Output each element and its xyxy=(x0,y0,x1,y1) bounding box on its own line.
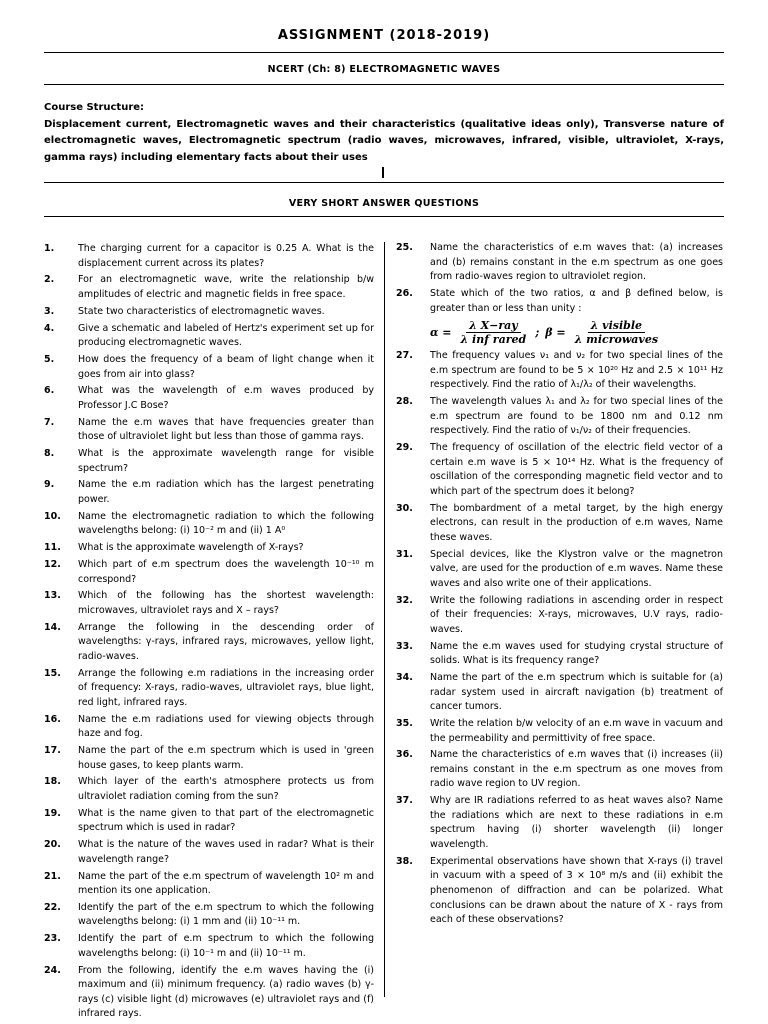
question-number: 31. xyxy=(396,548,413,560)
question-item xyxy=(44,807,374,836)
course-structure-heading: Course Structure: xyxy=(44,102,145,113)
beta-numerator: λ visible xyxy=(588,319,645,333)
question-item xyxy=(396,502,723,546)
divider-course xyxy=(44,182,724,183)
divider-chapter xyxy=(44,84,724,85)
question-text: Write the following radiations in ascending order in respect of their frequencies: X-rays, microwaves, U.V rays, radio-waves. xyxy=(430,594,723,635)
question-number: 23. xyxy=(44,933,61,945)
question-text: State two characteristics of electromagnetic waves. xyxy=(78,305,325,317)
question-item xyxy=(44,901,374,930)
question-number: 24. xyxy=(44,964,61,976)
question-item xyxy=(44,478,374,507)
question-number: 5. xyxy=(44,353,55,365)
question-text: State which of the two ratios, α and β defined below, is greater than or less than unity : xyxy=(430,287,723,314)
question-text: Name the e.m radiations used for viewing objects through haze and fog. xyxy=(78,713,374,740)
question-number: 12. xyxy=(44,558,61,570)
question-text: Name the characteristics of e.m waves that: (a) increases and (b) remains constant in the e.m spectrum as one goes from radio-waves region to ultraviolet region. xyxy=(430,242,723,283)
question-text: What was the wavelength of e.m waves produced by Professor J.C Bose? xyxy=(78,385,374,411)
question-number: 25. xyxy=(396,242,413,253)
question-number: 26. xyxy=(396,287,413,299)
question-number: 17. xyxy=(44,745,61,756)
question-item xyxy=(44,621,374,665)
question-text: What is the approximate wavelength range for visible spectrum? xyxy=(78,448,374,474)
question-number: 18. xyxy=(44,776,61,788)
question-item xyxy=(396,671,723,715)
question-text: What is the name given to that part of the electromagnetic spectrum which is used in radar? xyxy=(78,807,374,834)
question-text: The bombardment of a metal target, by the high energy electrons, can result in the production of e.m waves, Name these waves. xyxy=(430,502,723,543)
question-text: Name the part of the e.m spectrum which is used in 'green house gases, to keep plants warm. xyxy=(78,745,374,771)
question-item xyxy=(44,416,374,445)
question-number: 11. xyxy=(44,542,61,554)
question-item xyxy=(44,870,374,899)
question-text: Arrange the following e.m radiations in the increasing order of frequency: X-rays, radio-waves, ultraviolet rays, blue light, red light, infrared rays. xyxy=(78,667,374,708)
question-text: Name the part of the e.m spectrum which is suitable for (a) radar system used in aircraft navigation (b) treatment of cancer tumors. xyxy=(430,671,723,713)
question-text: Name the e.m waves used for studying crystal structure of solids. What is its frequency range? xyxy=(430,640,723,667)
divider-top xyxy=(44,52,724,53)
question-number: 34. xyxy=(396,671,413,683)
question-text: Why are IR radiations referred to as heat waves also? Name the radiations which are next to these radiations in e.m spectrum having (i) shorter wavelength (ii) longer wavelength. xyxy=(430,795,723,851)
question-number: 14. xyxy=(44,621,61,633)
question-text: Name the e.m radiation which has the largest penetrating power. xyxy=(78,479,374,505)
question-text: What is the approximate wavelength of X-rays? xyxy=(78,542,304,554)
question-number: 36. xyxy=(396,749,413,761)
question-item xyxy=(396,594,723,638)
question-text: For an electromagnetic wave, write the relationship b/w amplitudes of electric and magnetic fields in free space. xyxy=(78,274,374,300)
course-structure-text: Displacement current, Electromagnetic waves and their characteristics (qualitative ideas only), Transverse nature of electromagnetic waves, Electromagnetic spectrum (radio waves, microwaves, infrared, visible, ultraviolet, X-rays, gamma rays) including elementary facts about their uses xyxy=(44,118,724,163)
alpha-symbol: α = xyxy=(430,326,452,340)
question-item xyxy=(44,838,374,867)
question-text: Which of the following has the shortest wavelength: microwaves, ultraviolet rays and X – rays? xyxy=(78,590,374,616)
question-text: Name the e.m waves that have frequencies greater than those of ultraviolet light but less than those of gamma rays. xyxy=(78,416,374,443)
question-item xyxy=(44,384,374,413)
question-text: The wavelength values λ₁ and λ₂ for two special lines of the e.m spectrum are found to be 1800 nm and 0.12 nm respectively. Find the ratio of ν₁/ν₂ of their frequencies. xyxy=(430,396,723,437)
question-item xyxy=(396,395,723,439)
question-text: Experimental observations have shown that X-rays (i) travel in vacuum with a speed of 3 × 10⁸ m/s and (ii) exhibit the phenomenon of diffraction and can be polarized. What conclusions can be drawn about the nature of X - rays from each of these observations? xyxy=(430,855,723,926)
question-text: Which part of e.m spectrum does the wavelength 10⁻¹⁰ m correspond? xyxy=(78,558,374,585)
question-number: 4. xyxy=(44,322,55,334)
question-item xyxy=(44,932,374,961)
question-number: 28. xyxy=(396,396,413,408)
question-text: Identify the part of the e.m spectrum to which the following wavelengths belong: (i) 1 mm and (ii) 10⁻¹¹ m. xyxy=(78,901,374,928)
question-text: How does the frequency of a beam of light change when it goes from air into glass? xyxy=(78,353,374,380)
question-text: Special devices, like the Klystron valve or the magnetron valve, are used for the production of e.m waves. Name these waves and also write one of their applications. xyxy=(430,548,723,589)
question-item xyxy=(396,241,723,285)
question-text: What is the nature of the waves used in radar? What is their wavelength range? xyxy=(78,839,374,865)
question-number: 32. xyxy=(396,594,413,606)
question-item xyxy=(396,855,723,928)
question-item xyxy=(44,273,374,302)
alpha-denominator: λ inf rared xyxy=(460,333,527,347)
question-item xyxy=(44,447,374,476)
question-item xyxy=(44,744,374,773)
question-text: The frequency of oscillation of the electric field vector of a certain e.m wave is 5 × 10¹⁴ Hz. What is the frequency of oscillation of the corresponding magnetic field vector and to which part of the spectrum does it belong? xyxy=(430,442,723,497)
question-number: 16. xyxy=(44,713,61,725)
question-item xyxy=(44,589,374,618)
question-item xyxy=(396,748,723,792)
course-structure xyxy=(44,100,724,166)
question-item xyxy=(396,794,723,852)
question-item xyxy=(44,964,374,1022)
question-item xyxy=(44,242,374,271)
ratio-formula xyxy=(430,319,723,346)
question-item xyxy=(44,775,374,804)
question-text: The frequency values ν₁ and ν₂ for two special lines of the e.m spectrum are found to be 5 × 10²⁰ Hz and 2.5 × 10¹¹ Hz respectively. Find the ratio of λ₁/λ₂ of their wavelengths. xyxy=(430,350,723,391)
formula-separator: ; xyxy=(535,326,540,340)
question-text: Write the relation b/w velocity of an e.m wave in vacuum and the permeability and permittivity of free space. xyxy=(430,717,723,744)
question-number: 30. xyxy=(396,502,413,514)
beta-fraction xyxy=(572,319,661,346)
question-number: 3. xyxy=(44,305,55,317)
question-text: The charging current for a capacitor is 0.25 A. What is the displacement current across its plates? xyxy=(78,243,374,269)
question-text: Which layer of the earth's atmosphere protects us from ultraviolet radiation coming from the sun? xyxy=(78,776,374,802)
text-cursor xyxy=(382,167,384,178)
question-number: 7. xyxy=(44,416,55,428)
page-title: ASSIGNMENT (2018-2019) xyxy=(277,28,491,43)
question-item xyxy=(396,287,723,316)
question-text: Name the electromagnetic radiation to which the following wavelengths belong: (i) 10⁻² m and (ii) 1 A⁰ xyxy=(78,510,374,537)
question-number: 33. xyxy=(396,640,413,652)
question-item xyxy=(396,717,723,746)
question-text: Arrange the following in the descending order of wavelengths: γ-rays, infrared rays, microwaves, yellow light, radio-waves. xyxy=(78,621,374,662)
question-text: Identify the part of e.m spectrum to which the following wavelengths belong: (i) 10⁻¹ m and (ii) 10⁻¹¹ m. xyxy=(78,933,374,959)
question-item xyxy=(396,441,723,499)
question-text: Give a schematic and labeled of Hertz's experiment set up for producing electromagnetic waves. xyxy=(78,322,374,349)
question-number: 38. xyxy=(396,855,413,867)
question-item xyxy=(44,353,374,382)
question-text: Name the characteristics of e.m waves that (i) increases (ii) remains constant in the e.m spectrum as one moves from radio wave region to UV region. xyxy=(430,749,723,790)
divider-section xyxy=(44,216,724,217)
questions-left-column xyxy=(44,242,374,1024)
beta-symbol: β = xyxy=(545,326,566,340)
question-number: 6. xyxy=(44,385,55,397)
question-item xyxy=(44,322,374,351)
section-title: VERY SHORT ANSWER QUESTIONS xyxy=(288,198,480,209)
question-number: 27. xyxy=(396,350,413,362)
question-item xyxy=(44,541,374,556)
question-number: 9. xyxy=(44,479,55,491)
questions-right-column xyxy=(396,241,723,930)
question-number: 22. xyxy=(44,901,61,913)
question-number: 1. xyxy=(44,243,55,254)
alpha-numerator: λ X−ray xyxy=(466,319,521,333)
alpha-fraction xyxy=(458,319,530,346)
question-item xyxy=(44,305,374,320)
question-item xyxy=(44,558,374,587)
question-number: 2. xyxy=(44,274,55,286)
question-text: From the following, identify the e.m waves having the (i) maximum and (ii) minimum frequency. (a) radio waves (b) γ-rays (c) visible light (d) microwaves (e) ultraviolet rays and (f) infrared rays. xyxy=(78,964,374,1020)
question-item xyxy=(44,510,374,539)
question-number: 19. xyxy=(44,807,61,819)
question-number: 21. xyxy=(44,870,61,882)
question-number: 35. xyxy=(396,717,413,729)
chapter-title: NCERT (Ch: 8) ELECTROMAGNETIC WAVES xyxy=(267,64,501,75)
question-number: 15. xyxy=(44,667,61,679)
question-number: 13. xyxy=(44,590,61,602)
question-item xyxy=(396,548,723,592)
question-number: 10. xyxy=(44,510,61,522)
column-divider xyxy=(384,242,385,997)
question-number: 29. xyxy=(396,442,413,454)
question-item xyxy=(396,349,723,393)
question-item xyxy=(396,640,723,669)
question-item xyxy=(44,667,374,711)
question-item xyxy=(44,713,374,742)
question-text: Name the part of the e.m spectrum of wavelength 10² m and mention its one application. xyxy=(78,870,374,897)
question-number: 20. xyxy=(44,839,61,851)
question-number: 8. xyxy=(44,448,55,460)
beta-denominator: λ microwaves xyxy=(574,333,659,347)
question-number: 37. xyxy=(396,795,413,807)
